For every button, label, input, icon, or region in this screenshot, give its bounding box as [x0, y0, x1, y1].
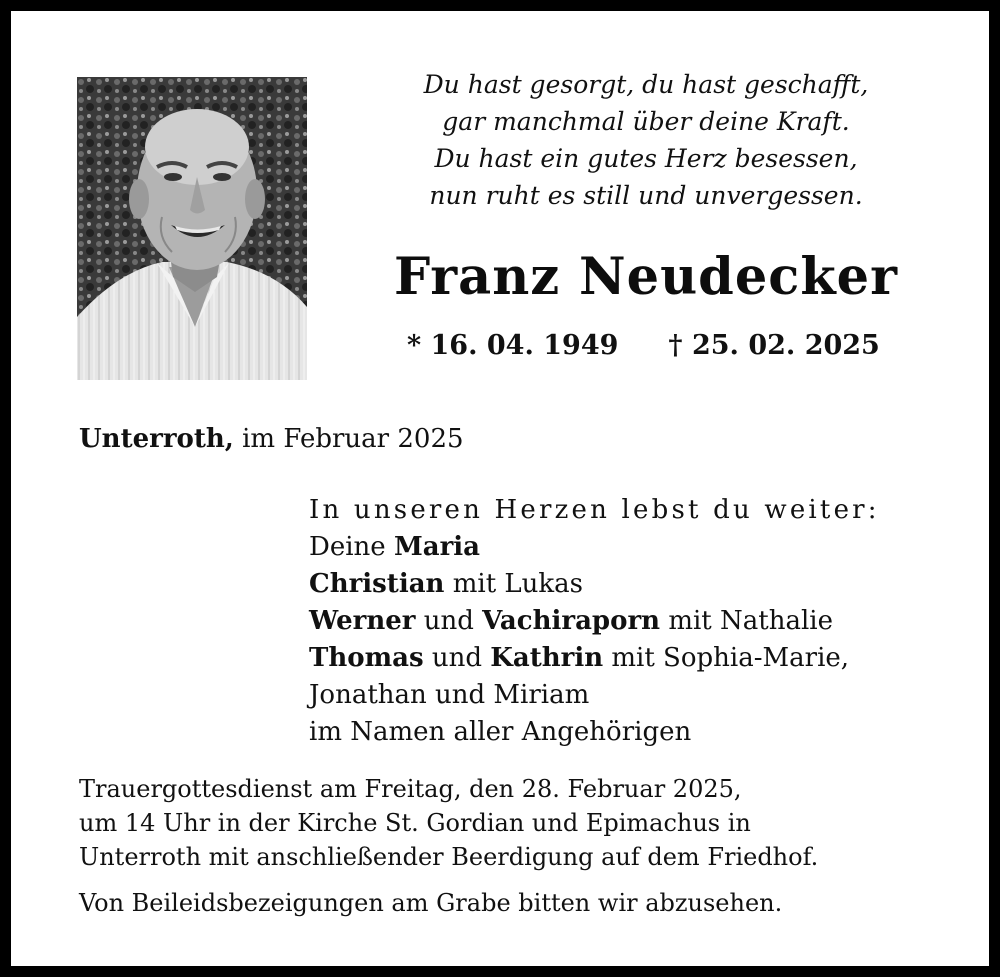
birth-date: * 16. 04. 1949: [407, 330, 619, 361]
mourner-text: und: [423, 643, 491, 673]
mourner-name: Werner: [309, 606, 416, 636]
verse-line: Du hast gesorgt, du hast geschafft,: [423, 70, 869, 99]
mourners-intro: In unseren Herzen lebst du weiter:: [309, 495, 880, 525]
life-dates: [407, 330, 880, 361]
condolence-note: Von Beileidsbezeigungen am Grabe bitten wir abzusehen.: [79, 889, 783, 917]
service-line: Unterroth mit anschließender Beerdigung auf dem Friedhof.: [79, 843, 819, 871]
mourner-line: [309, 640, 880, 677]
mourner-name: Thomas: [309, 643, 424, 673]
mourner-line: [309, 603, 880, 640]
mourner-text: mit Sophia-Marie,: [603, 643, 850, 673]
funeral-service-info: [79, 772, 818, 874]
mourner-line: Jonathan und Miriam: [309, 680, 590, 710]
verse-line: nun ruht es still und unvergessen.: [429, 181, 863, 210]
mourners-list: [309, 492, 880, 751]
mourner-name: Kathrin: [490, 643, 604, 673]
mourner-name: Christian: [309, 569, 445, 599]
place-name: Unterroth,: [79, 424, 234, 454]
mourner-name: Vachiraporn: [482, 606, 661, 636]
place-date-line: [79, 424, 464, 454]
mourner-text: Deine: [309, 532, 394, 562]
mourner-name: Maria: [393, 532, 481, 562]
verse-line: gar manchmal über deine Kraft.: [442, 107, 850, 136]
verse-line: Du hast ein gutes Herz besessen,: [434, 144, 858, 173]
mourner-text: und: [415, 606, 483, 636]
announcement-date: im Februar 2025: [233, 424, 464, 454]
memorial-verse: [341, 66, 951, 214]
mourner-text: mit Lukas: [444, 569, 584, 599]
mourner-line: im Namen aller Angehörigen: [309, 717, 692, 747]
mourner-line: [309, 566, 880, 603]
deceased-name: Franz Neudecker: [394, 247, 898, 307]
mourner-text: mit Nathalie: [660, 606, 833, 636]
service-line: um 14 Uhr in der Kirche St. Gordian und Epimachus in: [79, 809, 751, 837]
death-date: † 25. 02. 2025: [668, 330, 880, 361]
service-line: Trauergottesdienst am Freitag, den 28. Februar 2025,: [79, 775, 742, 803]
mourner-line: [309, 529, 880, 566]
portrait-photo: [77, 77, 307, 380]
portrait-image: [77, 77, 307, 380]
